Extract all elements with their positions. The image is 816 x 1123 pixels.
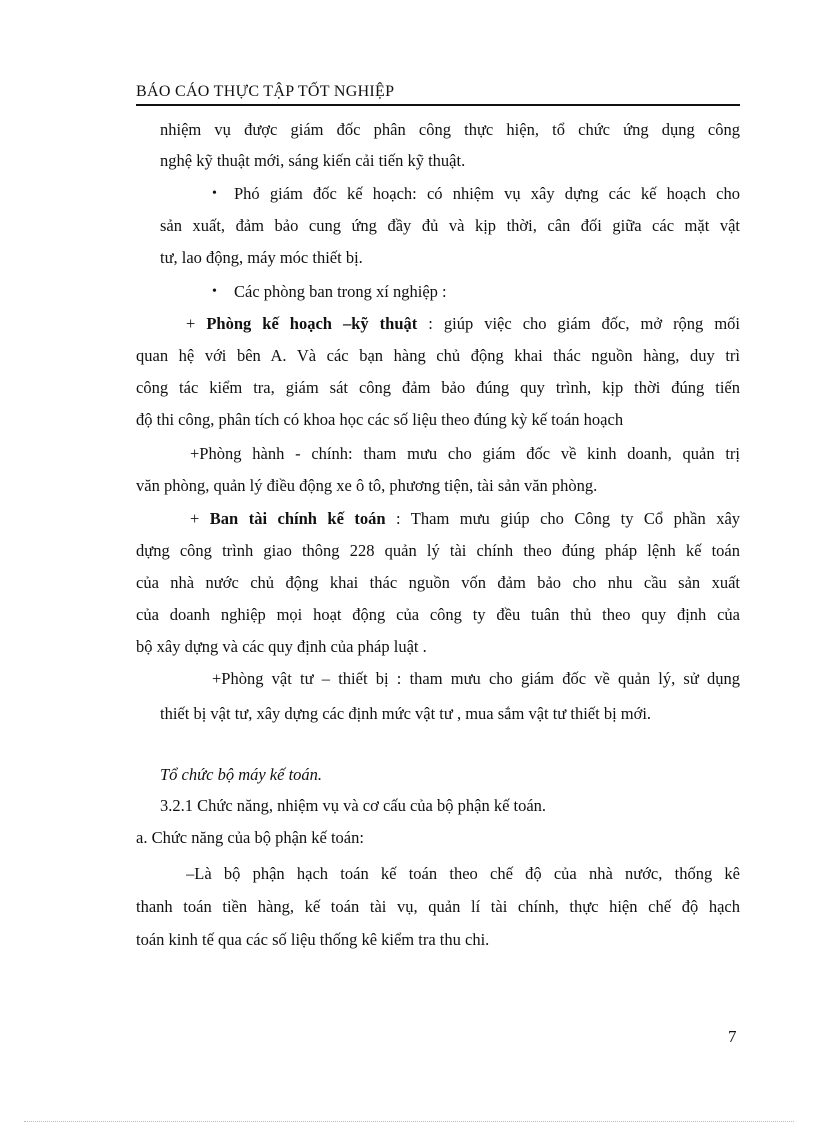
paragraph-line: văn phòng, quản lý điều động xe ô tô, phương tiện, tài sản văn phòng. xyxy=(136,476,598,495)
paragraph-line: nghệ kỹ thuật mới, sáng kiến cải tiến kỹ thuật. xyxy=(160,151,466,170)
bullet-line: Các phòng ban trong xí nghiệp : xyxy=(234,282,447,301)
bullet-line: sản xuất, đảm bảo cung ứng đầy đủ và kịp thời, cân đối giữa các mặt vật xyxy=(160,216,740,235)
paragraph-line: bộ xây dựng và các quy định của pháp luật . xyxy=(136,637,427,656)
paragraph-line: của nhà nước chủ động khai thác nguồn vốn đảm bảo cho nhu cầu sản xuất xyxy=(136,573,740,592)
planning-department-line xyxy=(186,314,740,334)
paragraph-line: công tác kiểm tra, giám sát công đảm bảo đúng quy trình, kịp thời đúng tiến xyxy=(136,378,740,397)
bullet-line: Phó giám đốc kế hoạch: có nhiệm vụ xây dựng các kế hoạch cho xyxy=(234,184,740,203)
paragraph-line: nhiệm vụ được giám đốc phân công thực hiện, tổ chức ứng dụng công xyxy=(160,120,740,139)
page-header xyxy=(136,80,740,106)
paragraph-line: dựng công trình giao thông 228 quản lý tài chính theo đúng pháp lệnh kế toán xyxy=(136,541,740,560)
page-header-title: BÁO CÁO THỰC TẬP TỐT NGHIỆP xyxy=(136,83,395,100)
supply-department-line: +Phòng vật tư – thiết bị : tham mưu cho giám đốc về quản lý, sử dụng xyxy=(212,669,740,688)
bullet-icon: • xyxy=(212,284,217,299)
planning-department-text: : giúp việc cho giám đốc, mở rộng mối xyxy=(428,314,740,333)
page-bottom-rule xyxy=(24,1121,794,1122)
planning-prefix: + xyxy=(186,314,196,333)
paragraph-line: thiết bị vật tư, xây dựng các định mức vật tư , mua sắm vật tư thiết bị mới. xyxy=(160,704,652,723)
paragraph-line: độ thi công, phân tích có khoa học các số liệu theo đúng kỳ kế toán hoạch xyxy=(136,410,624,429)
admin-department-line: +Phòng hành - chính: tham mưu cho giám đốc về kinh doanh, quản trị xyxy=(190,444,740,463)
paragraph-line: của doanh nghiệp mọi hoạt động của công ty đều tuân thủ theo quy định của xyxy=(136,605,740,624)
paragraph-line: quan hệ với bên A. Và các bạn hàng chủ động khai thác nguồn hàng, duy trì xyxy=(136,346,740,365)
planning-department-heading: Phòng kế hoạch –kỹ thuật xyxy=(206,314,418,333)
bullet-icon: • xyxy=(212,186,217,201)
paragraph-line: thanh toán tiền hàng, kế toán tài vụ, quản lí tài chính, thực hiện chế độ hạch xyxy=(136,897,740,916)
finance-department-line xyxy=(190,509,740,529)
bullet-line: tư, lao động, máy móc thiết bị. xyxy=(160,248,363,267)
paragraph-line: –Là bộ phận hạch toán kế toán theo chế độ của nhà nước, thống kê xyxy=(186,864,740,883)
paragraph-line: toán kinh tế qua các số liệu thống kê kiểm tra thu chi. xyxy=(136,930,490,949)
page-number: 7 xyxy=(728,1027,737,1046)
finance-department-heading: Ban tài chính kế toán xyxy=(209,509,386,528)
subsection-heading: 3.2.1 Chức năng, nhiệm vụ và cơ cấu của bộ phận kế toán. xyxy=(160,796,547,815)
item-heading: a. Chức năng của bộ phận kế toán: xyxy=(136,828,364,847)
finance-department-text: : Tham mưu giúp cho Công ty Cổ phần xây xyxy=(396,509,740,528)
finance-prefix: + xyxy=(190,509,200,528)
section-title: Tổ chức bộ máy kế toán. xyxy=(160,765,323,784)
